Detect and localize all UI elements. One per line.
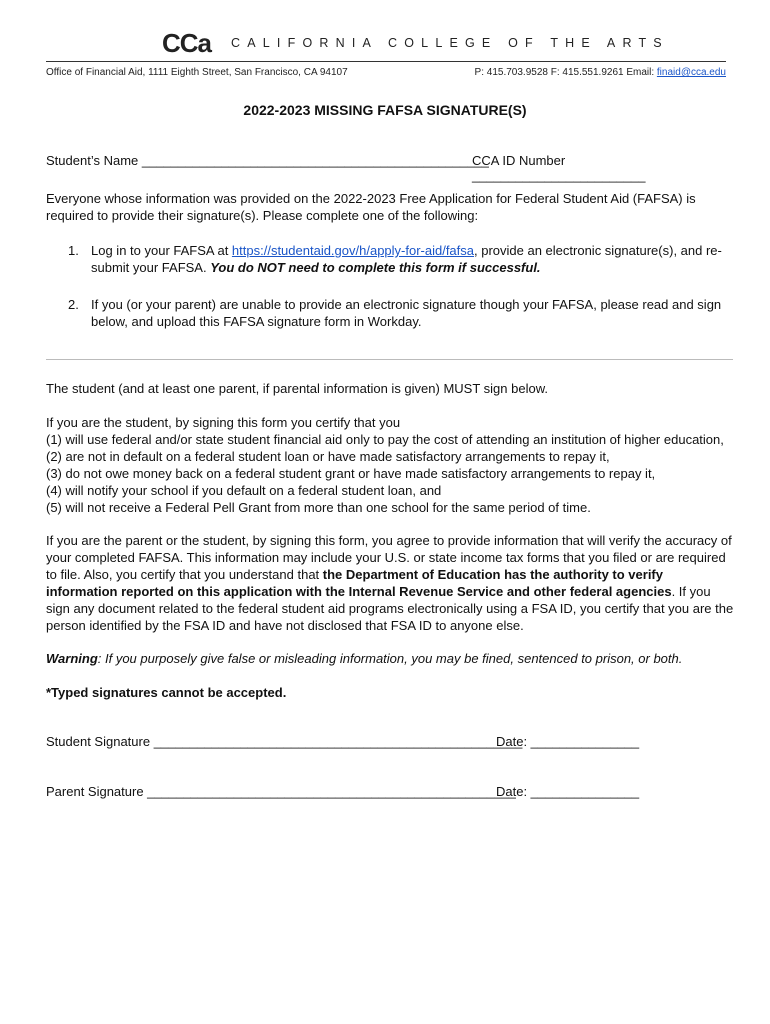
- student-name-field[interactable]: Student’s Name ________________________________________________: [46, 153, 489, 168]
- warning-label: Warning: [46, 651, 98, 666]
- parent-date-field[interactable]: Date: _______________: [496, 784, 640, 799]
- cca-id-field[interactable]: CCA ID Number ________________________: [472, 153, 646, 183]
- student-cert-item: (4) will notify your school if you default on a federal student loan, and: [46, 483, 442, 498]
- email-link[interactable]: finaid@cca.edu: [656, 67, 726, 78]
- parent-certification: [46, 532, 736, 634]
- parent-cert-bold: the Department of Education has the authority to verify information reported on this application with the Internal Revenue Service and other federal agencies: [46, 567, 672, 599]
- option-1: [46, 242, 726, 276]
- cca-logo: [162, 30, 669, 56]
- option-emphasis: You do NOT need to complete this form if successful.: [210, 260, 541, 275]
- parent-signature-row: [46, 784, 640, 799]
- parent-signature-field[interactable]: Parent Signature ___________________________________________________: [46, 784, 516, 799]
- warning-notice: [46, 650, 736, 667]
- option-text: Log in to your FAFSA at: [91, 243, 232, 258]
- parent-cert-text-after: . If you sign any document related to the federal student aid programs electronically using a FSA ID, you certify that you are the person identified by the FSA ID and have not disclosed that FSA ID to anyone else.: [46, 584, 734, 633]
- student-certification: [46, 414, 736, 516]
- student-cert-item: (5) will not receive a Federal Pell Grant from more than one school for the same period of time.: [46, 500, 591, 515]
- option-number: 2.: [68, 297, 79, 312]
- student-cert-lead: If you are the student, by signing this form you certify that you: [46, 415, 401, 430]
- student-signature-field[interactable]: Student Signature ___________________________________________________: [46, 734, 523, 749]
- typed-signature-note: *Typed signatures cannot be accepted.: [46, 685, 287, 700]
- logo-name: CALIFORNIA COLLEGE OF THE ARTS: [231, 36, 669, 50]
- page-title: 2022-2023 MISSING FAFSA SIGNATURE(S): [243, 102, 527, 118]
- phone-fax: P: 415.703.9528 F: 415.551.9261 Email:: [474, 67, 657, 78]
- student-cert-item: (3) do not owe money back on a federal student grant or have made satisfactory arrangements to repay it,: [46, 466, 656, 481]
- parent-cert-text: If you are the parent or the student, by signing this form, you agree to provide information that will verify the accuracy of your completed FAFSA. This information may include your U.S. or state income tax forms that you filed or are required to file. Also, you certify that you understand that: [46, 533, 732, 582]
- option-2: [46, 296, 726, 330]
- student-date-field[interactable]: Date: _______________: [496, 734, 640, 749]
- option-text: If you (or your parent) are unable to provide an electronic signature though your FAFSA, please read and sign below, and upload this FAFSA signature form in Workday.: [91, 297, 722, 329]
- section-divider: [46, 359, 733, 360]
- must-sign-notice: The student (and at least one parent, if parental information is given) MUST sign below.: [46, 381, 548, 396]
- intro-paragraph: Everyone whose information was provided on the 2022-2023 Free Application for Federal Student Aid (FAFSA) is required to provide their signature(s). Please complete one of the following:: [46, 191, 696, 223]
- contact-info: [475, 67, 726, 78]
- student-signature-row: [46, 734, 640, 749]
- header-rule: [46, 61, 726, 62]
- student-cert-item: (1) will use federal and/or state student financial aid only to pay the cost of attending an institution of higher education,: [46, 432, 724, 447]
- option-number: 1.: [68, 243, 79, 258]
- fafsa-link[interactable]: https://studentaid.gov/h/apply-for-aid/fafsa: [231, 243, 475, 258]
- warning-text: : If you purposely give false or misleading information, you may be fined, sentenced to prison, or both.: [97, 651, 683, 666]
- office-address: Office of Financial Aid, 1111 Eighth Street, San Francisco, CA 94107: [46, 67, 348, 78]
- option-text-after: , provide an electronic signature(s), and re-submit your FAFSA.: [91, 243, 722, 275]
- student-cert-item: (2) are not in default on a federal student loan or have made satisfactory arrangements to repay it,: [46, 449, 610, 464]
- logo-mark: CCa: [162, 28, 212, 58]
